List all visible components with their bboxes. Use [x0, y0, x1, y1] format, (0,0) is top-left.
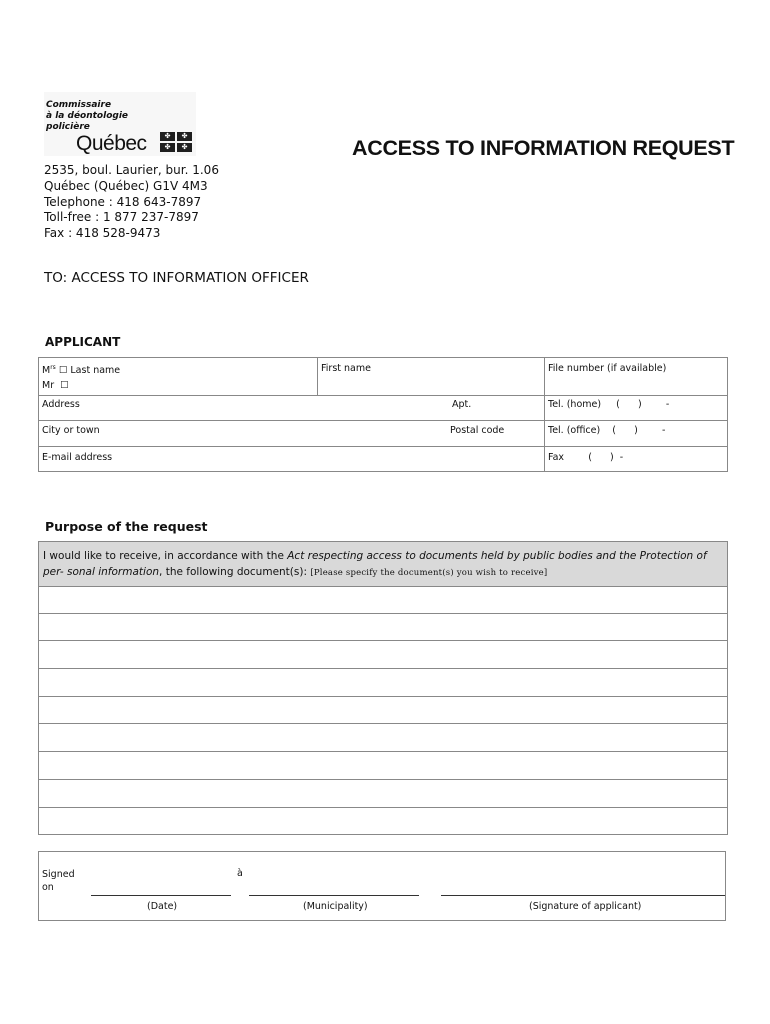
request-line[interactable]: [39, 724, 727, 752]
first-name-label: First name: [321, 363, 371, 374]
request-line[interactable]: [39, 752, 727, 780]
purpose-statement: [38, 541, 728, 587]
municipality-field[interactable]: [249, 895, 419, 896]
logo-wordmark: Québec: [76, 132, 147, 155]
quebec-logo: [44, 92, 196, 156]
request-line[interactable]: [39, 586, 727, 614]
purpose-text-after: , the following document(s):: [159, 565, 311, 578]
address-label: Address: [42, 399, 80, 410]
tel-office-label: Tel. (office) ( ) -: [548, 425, 666, 436]
tel-home-label: Tel. (home) ( ) -: [548, 399, 670, 410]
document-request-lines: [38, 586, 728, 835]
file-number-label: File number (if available): [548, 363, 667, 374]
divider: [39, 446, 727, 447]
applicant-heading: APPLICANT: [45, 335, 121, 349]
act-name: Act respecting access to documents held by public bodies and the Protection of per- sonal information: [43, 550, 707, 578]
purpose-text: I would like to receive, in accordance with the: [43, 550, 288, 562]
mrs-sup: rs: [50, 364, 56, 371]
mr-label: Mr: [42, 380, 55, 391]
toll-free-line: Toll-free : 1 877 237-7897: [44, 210, 199, 225]
email-label: E-mail address: [42, 452, 113, 463]
logo-line-2: à la déontologie: [46, 111, 129, 121]
request-line[interactable]: [39, 614, 727, 642]
a-label: à: [237, 868, 243, 879]
recipient-line: TO: ACCESS TO INFORMATION OFFICER: [44, 270, 309, 286]
request-line[interactable]: [39, 669, 727, 697]
mr-checkbox[interactable]: ☐: [60, 380, 69, 391]
signed-on-label: Signed on: [42, 869, 75, 893]
mrs-checkbox-row[interactable]: [42, 364, 120, 376]
mrs-label: M: [42, 365, 51, 377]
request-line[interactable]: [39, 641, 727, 669]
request-line[interactable]: [39, 808, 727, 836]
address-line: 2535, boul. Laurier, bur. 1.06: [44, 163, 219, 177]
municipality-label: (Municipality): [303, 901, 368, 912]
mr-checkbox-row[interactable]: [42, 380, 69, 391]
fax-label: Fax ( ) -: [548, 452, 624, 463]
date-field[interactable]: [91, 895, 231, 896]
signature-label: (Signature of applicant): [529, 901, 642, 912]
postal-code-label: Postal code: [450, 425, 505, 436]
purpose-instruction: [Please specify the document(s) you wish to receive]: [310, 567, 548, 578]
logo-line-1: Commissaire: [46, 100, 112, 110]
divider: [39, 420, 727, 421]
city-label: City or town: [42, 425, 100, 436]
page-title: ACCESS TO INFORMATION REQUEST: [352, 136, 735, 160]
divider: [39, 395, 727, 396]
divider: [317, 358, 318, 395]
date-label: (Date): [147, 901, 178, 912]
contact-address: [44, 163, 219, 242]
signature-field[interactable]: [441, 895, 725, 896]
mrs-checkbox[interactable]: ☐: [58, 365, 68, 377]
last-name-label: Last name: [70, 365, 121, 377]
purpose-heading: Purpose of the request: [45, 519, 208, 534]
applicant-table: [38, 357, 728, 472]
telephone-line: Telephone : 418 643-7897: [44, 194, 202, 209]
address-line: Québec (Québec) G1V 4M3: [44, 178, 208, 193]
logo-line-3: policière: [46, 122, 90, 132]
request-line[interactable]: [39, 697, 727, 725]
request-line[interactable]: [39, 780, 727, 808]
apt-label: Apt.: [452, 399, 472, 410]
fleurdelise-flag-icon: ✤ ✤ ✤ ✤: [160, 132, 192, 152]
divider: [544, 358, 545, 471]
fax-line: Fax : 418 528-9473: [44, 226, 161, 241]
signature-box: [38, 851, 726, 921]
